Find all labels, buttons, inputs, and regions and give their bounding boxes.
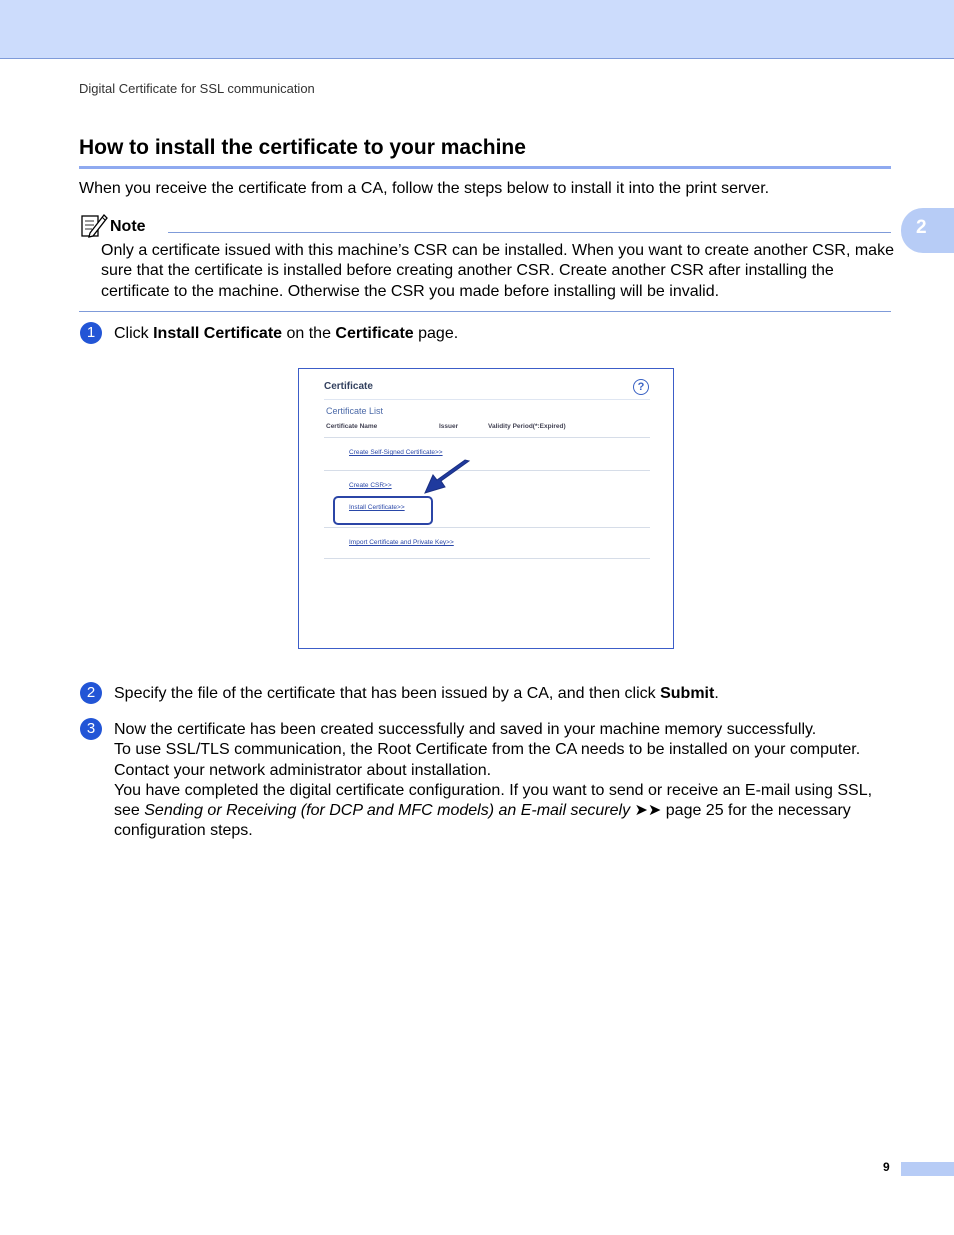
list-rule — [324, 437, 650, 438]
step-3-badge: 3 — [80, 718, 102, 740]
top-header-band — [0, 0, 954, 59]
step-3-line-1: Now the certificate has been created successfully and saved in your machine memory successfully. — [114, 721, 817, 738]
certificate-list-heading: Certificate List — [326, 406, 384, 416]
title-underline — [79, 166, 891, 169]
step-3-line-3: You have completed the digital certificate configuration. If you want to send or receive an E-mail using SSL, see Sending or Receiving (for DCP and MFC models) an E-mail securely ➤➤ page 25 for the necessary configuration steps. — [114, 781, 873, 840]
page-number: 9 — [883, 1160, 890, 1174]
step-3-text — [114, 720, 894, 842]
create-self-signed-link[interactable]: Create Self-Signed Certificate>> — [349, 449, 443, 456]
page-tab — [901, 1162, 954, 1176]
chapter-tab — [901, 208, 954, 253]
chapter-number: 2 — [916, 217, 927, 238]
running-head: Digital Certificate for SSL communication — [79, 81, 315, 96]
column-certificate-name: Certificate Name — [326, 423, 378, 430]
page-ref-arrows-icon: ➤➤ — [630, 802, 666, 820]
note-body: Only a certificate issued with this machine’s CSR can be installed. When you want to create another CSR, make sure that the certificate is installed before creating another CSR. Create another CSR after installing the certificate to the machine. Otherwise the CSR you made before installing will be invalid. — [101, 242, 894, 300]
question-circle-icon[interactable]: ? — [633, 379, 649, 395]
column-issuer: Issuer — [439, 423, 459, 430]
screenshot-title-rule — [324, 399, 650, 400]
install-certificate-link[interactable]: Install Certificate>> — [349, 504, 405, 511]
email-securely-reference[interactable]: Sending or Receiving (for DCP and MFC models) an E-mail securely — [144, 802, 631, 820]
step-1-badge: 1 — [80, 322, 102, 344]
create-csr-link[interactable]: Create CSR>> — [349, 482, 392, 489]
import-certificate-link[interactable]: Import Certificate and Private Key>> — [349, 539, 454, 546]
intro-paragraph: When you receive the certificate from a CA, follow the steps below to install it into the print server. — [79, 180, 770, 197]
step-1-text: Click Install Certificate on the Certificate page. — [114, 325, 459, 342]
certificate-page-screenshot — [298, 368, 674, 649]
section-title: How to install the certificate to your machine — [79, 136, 526, 159]
note-pencil-icon — [80, 211, 108, 239]
step-3-line-2: To use SSL/TLS communication, the Root Certificate from the CA needs to be installed on your computer. Contact your network administrator about installation. — [114, 741, 861, 779]
note-label: Note — [110, 218, 146, 235]
note-top-rule — [168, 232, 891, 233]
pointer-arrow-icon — [419, 457, 475, 497]
install-certificate-highlight — [333, 496, 433, 525]
list-rule — [324, 470, 650, 471]
screenshot-title: Certificate — [324, 381, 373, 392]
list-rule — [324, 558, 650, 559]
step-2-badge: 2 — [80, 682, 102, 704]
step-2-text: Specify the file of the certificate that has been issued by a CA, and then click Submit. — [114, 685, 719, 702]
note-bottom-rule — [79, 311, 891, 312]
list-rule — [324, 527, 650, 528]
column-validity-period: Validity Period(*:Expired) — [488, 423, 566, 430]
